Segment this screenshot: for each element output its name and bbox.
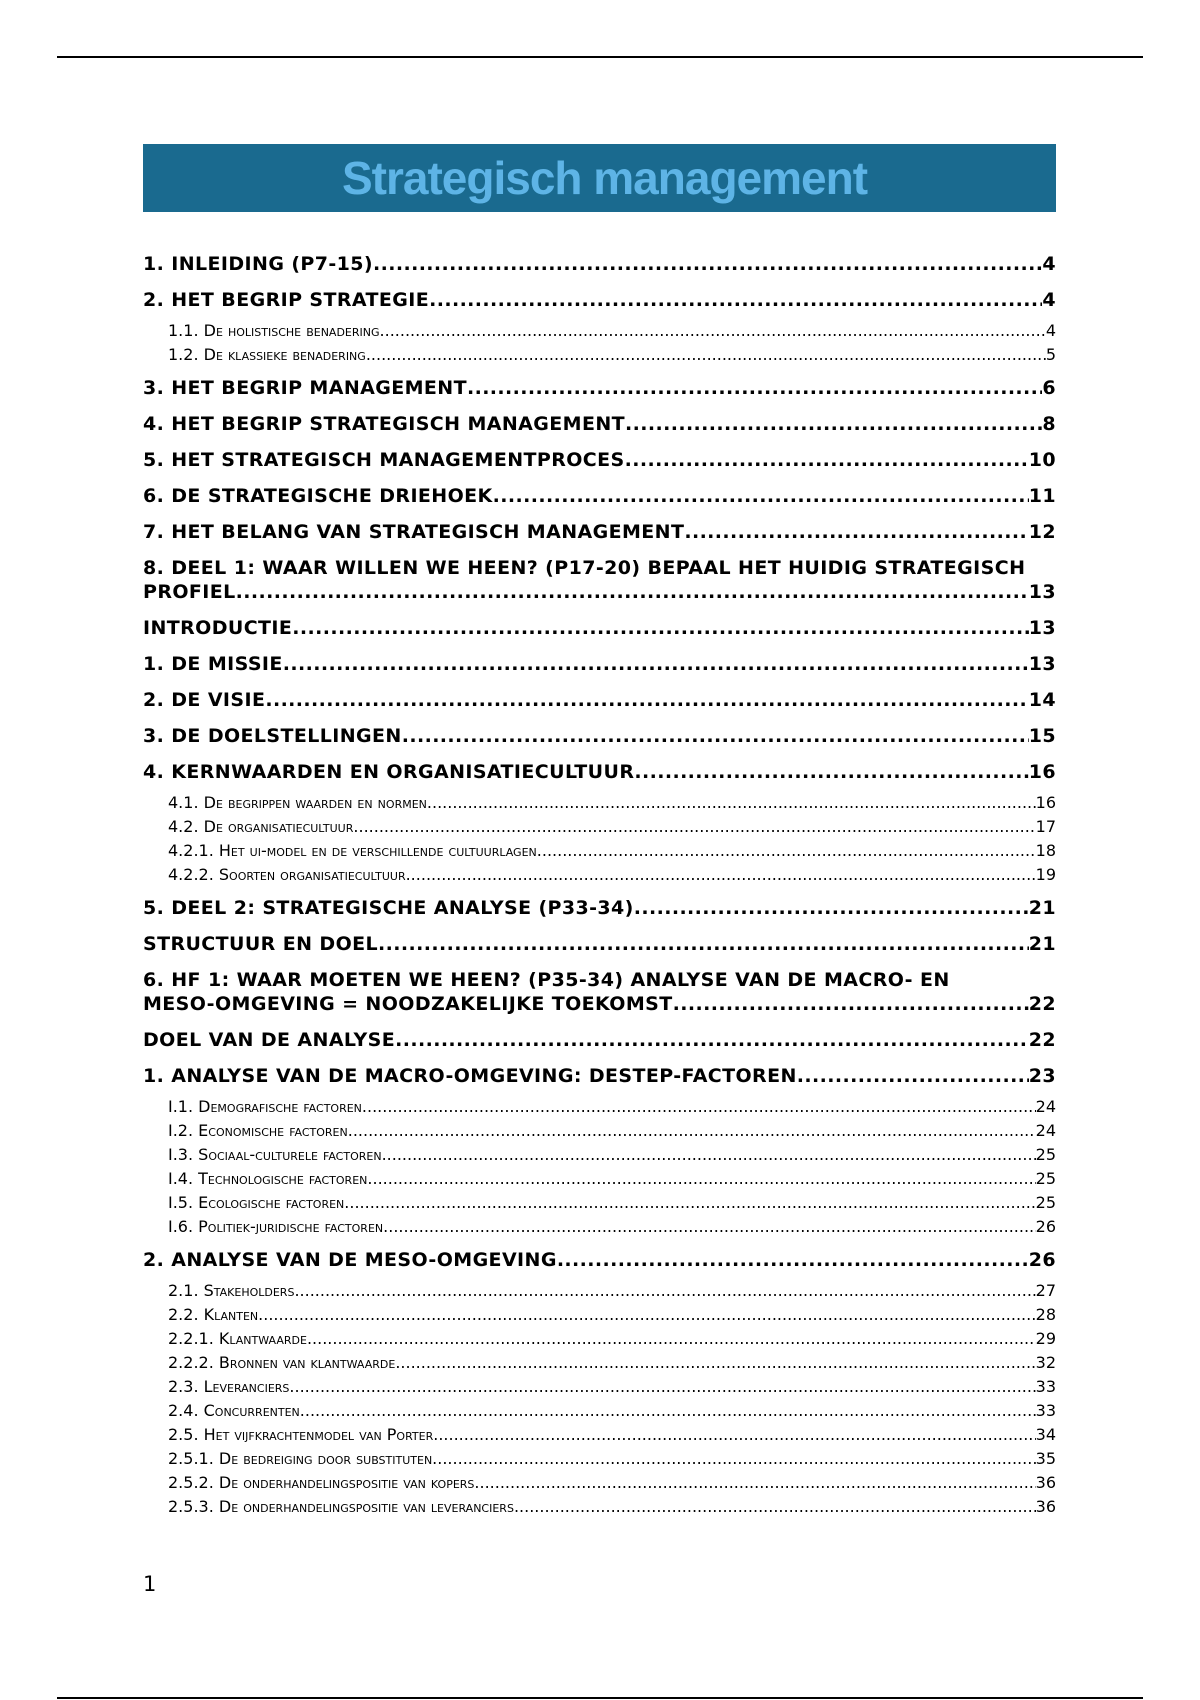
toc-entry[interactable] — [143, 448, 1056, 472]
toc-dot-leader — [402, 724, 1029, 748]
toc-page-number: 13 — [1028, 617, 1056, 639]
title-banner — [143, 144, 1056, 212]
toc-dot-leader — [380, 319, 1046, 343]
toc-entry-label: I.3. Sociaal-culturele factoren — [168, 1145, 382, 1164]
toc-entry[interactable] — [143, 760, 1056, 784]
toc-entry[interactable] — [143, 288, 1056, 312]
toc-page-number: 34 — [1035, 1425, 1056, 1444]
toc-entry-label: 7. HET BELANG VAN STRATEGISCH MANAGEMENT — [143, 521, 685, 543]
toc-page-number: 15 — [1028, 725, 1056, 747]
toc-entry-label: 5. DEEL 2: STRATEGISCHE ANALYSE (P33-34) — [143, 897, 634, 919]
toc-entry[interactable] — [143, 1248, 1056, 1272]
toc-subentry[interactable] — [143, 1495, 1056, 1519]
toc-entry-label: 4.1. De begrippen waarden en normen — [168, 793, 427, 812]
toc-entry[interactable] — [143, 968, 1056, 1016]
toc-page-number: 26 — [1035, 1217, 1056, 1236]
toc-entry-label: 4.2.1. Het ui-model en de verschillende cultuurlagen — [168, 841, 537, 860]
toc-dot-leader — [493, 484, 1029, 508]
toc-page-number: 14 — [1028, 689, 1056, 711]
toc-entry[interactable] — [143, 1064, 1056, 1088]
toc-dot-leader — [294, 1279, 1035, 1303]
toc-dot-leader — [362, 1095, 1036, 1119]
toc-page-number: 36 — [1035, 1473, 1056, 1492]
toc-entry[interactable] — [143, 724, 1056, 748]
toc-page-number: 25 — [1035, 1169, 1056, 1188]
toc-entry-label: 2.2. Klanten — [168, 1305, 259, 1324]
toc-entry-label: I.5. Ecologische factoren — [168, 1193, 345, 1212]
toc-dot-leader — [406, 863, 1036, 887]
toc-page-number: 6 — [1042, 377, 1056, 399]
toc-subentry[interactable] — [143, 1143, 1056, 1167]
toc-entry-line2 — [143, 992, 1056, 1016]
toc-dot-leader — [283, 652, 1029, 676]
toc-subentry[interactable] — [143, 1279, 1056, 1303]
toc-subentry[interactable] — [143, 1327, 1056, 1351]
toc-entry-label: DOEL VAN DE ANALYSE — [143, 1029, 396, 1051]
toc-entry-label-line1: 8. DEEL 1: WAAR WILLEN WE HEEN? (P17-20) BEPAAL HET HUIDIG STRATEGISCH — [143, 557, 1026, 579]
toc-subentry[interactable] — [143, 343, 1056, 367]
toc-subentry[interactable] — [143, 1303, 1056, 1327]
toc-page-number: 27 — [1035, 1281, 1056, 1300]
toc-entry-label: 5. HET STRATEGISCH MANAGEMENTPROCES — [143, 449, 625, 471]
toc-entry-label: 1. INLEIDING (P7-15) — [143, 253, 373, 275]
toc-page-number: 22 — [1028, 993, 1056, 1015]
toc-entry[interactable] — [143, 932, 1056, 956]
footer-rule — [57, 1697, 1143, 1699]
toc-page-number: 21 — [1028, 933, 1056, 955]
toc-page-number: 25 — [1035, 1145, 1056, 1164]
toc-dot-leader — [366, 343, 1046, 367]
toc-subentry[interactable] — [143, 791, 1056, 815]
toc-subentry[interactable] — [143, 1447, 1056, 1471]
toc-entry-line2 — [143, 580, 1056, 604]
toc-page-number: 4 — [1045, 321, 1056, 340]
toc-dot-leader — [537, 839, 1036, 863]
toc-dot-leader — [625, 448, 1029, 472]
toc-entry-label: I.1. Demografische factoren — [168, 1097, 362, 1116]
toc-entry-label: 1.2. De klassieke benadering — [168, 345, 366, 364]
toc-dot-leader — [307, 1327, 1036, 1351]
toc-entry[interactable] — [143, 616, 1056, 640]
toc-entry-label: MESO-OMGEVING = NOODZAKELIJKE TOEKOMST — [143, 993, 673, 1015]
document-title: Strategisch management — [341, 152, 868, 204]
toc-entry-label: 2.5.2. De onderhandelingspositie van kopers — [168, 1473, 475, 1492]
toc-entry[interactable] — [143, 252, 1056, 276]
toc-entry-label: 2.5.1. De bedreiging door substituten — [168, 1449, 433, 1468]
toc-page-number: 24 — [1035, 1121, 1056, 1140]
toc-subentry[interactable] — [143, 815, 1056, 839]
toc-entry-label: 2.2.1. Klantwaarde — [168, 1329, 307, 1348]
toc-subentry[interactable] — [143, 1167, 1056, 1191]
toc-page-number: 21 — [1028, 897, 1056, 919]
page-number: 1 — [143, 1572, 157, 1596]
toc-page-number: 13 — [1028, 581, 1056, 603]
toc-entry-label: 6. DE STRATEGISCHE DRIEHOEK — [143, 485, 493, 507]
toc-entry-label: I.2. Economische factoren — [168, 1121, 348, 1140]
toc-dot-leader — [557, 1248, 1029, 1272]
toc-entry-label: INTRODUCTIE — [143, 617, 293, 639]
table-of-contents — [143, 252, 1056, 1516]
toc-entry[interactable] — [143, 652, 1056, 676]
toc-dot-leader — [353, 815, 1035, 839]
toc-dot-leader — [395, 1351, 1035, 1375]
toc-dot-leader — [348, 1119, 1036, 1143]
toc-entry[interactable] — [143, 376, 1056, 400]
toc-page-number: 4 — [1042, 253, 1056, 275]
toc-entry[interactable] — [143, 896, 1056, 920]
toc-entry-label: 2.1. Stakeholders — [168, 1281, 295, 1300]
toc-page-number: 22 — [1028, 1029, 1056, 1051]
toc-dot-leader — [673, 992, 1029, 1016]
toc-entry[interactable] — [143, 688, 1056, 712]
toc-dot-leader — [395, 1028, 1029, 1052]
toc-subentry[interactable] — [143, 319, 1056, 343]
toc-page-number: 5 — [1045, 345, 1056, 364]
toc-dot-leader — [797, 1064, 1029, 1088]
toc-page-number: 8 — [1042, 413, 1056, 435]
toc-entry-label: 3. DE DOELSTELLINGEN — [143, 725, 402, 747]
toc-entry-label: 2.4. Concurrenten — [168, 1401, 300, 1420]
toc-dot-leader — [258, 1303, 1035, 1327]
toc-entry-label: 1. ANALYSE VAN DE MACRO-OMGEVING: DESTEP-FACTOREN — [143, 1065, 797, 1087]
toc-entry[interactable] — [143, 1028, 1056, 1052]
toc-entry[interactable] — [143, 520, 1056, 544]
toc-page-number: 11 — [1028, 485, 1056, 507]
toc-dot-leader — [383, 1215, 1036, 1239]
toc-page-number: 23 — [1028, 1065, 1056, 1087]
toc-dot-leader — [625, 412, 1042, 436]
toc-dot-leader — [373, 252, 1042, 276]
toc-page-number: 4 — [1042, 289, 1056, 311]
toc-entry-label: 2.3. Leveranciers — [168, 1377, 290, 1396]
toc-entry-label: I.4. Technologische factoren — [168, 1169, 368, 1188]
toc-entry[interactable] — [143, 556, 1056, 604]
toc-page-number: 13 — [1028, 653, 1056, 675]
toc-subentry[interactable] — [143, 1095, 1056, 1119]
toc-subentry[interactable] — [143, 1471, 1056, 1495]
toc-subentry[interactable] — [143, 1399, 1056, 1423]
toc-page-number: 19 — [1035, 865, 1056, 884]
toc-entry-label: 2. DE VISIE — [143, 689, 266, 711]
toc-entry-label: 1.1. De holistische benadering — [168, 321, 380, 340]
toc-page-number: 25 — [1035, 1193, 1056, 1212]
toc-subentry[interactable] — [143, 863, 1056, 887]
toc-page-number: 35 — [1035, 1449, 1056, 1468]
toc-entry-label-line1: 6. HF 1: WAAR MOETEN WE HEEN? (P35-34) ANALYSE VAN DE MACRO- EN — [143, 969, 950, 991]
toc-dot-leader — [429, 288, 1042, 312]
toc-dot-leader — [289, 1375, 1035, 1399]
toc-dot-leader — [684, 520, 1028, 544]
toc-subentry[interactable] — [143, 1351, 1056, 1375]
toc-page-number: 24 — [1035, 1097, 1056, 1116]
toc-entry-label: 2. ANALYSE VAN DE MESO-OMGEVING — [143, 1249, 557, 1271]
toc-entry-label: STRUCTUUR EN DOEL — [143, 933, 379, 955]
toc-dot-leader — [265, 688, 1028, 712]
toc-subentry[interactable] — [143, 839, 1056, 863]
toc-entry-label: PROFIEL — [143, 581, 236, 603]
toc-subentry[interactable] — [143, 1191, 1056, 1215]
toc-subentry[interactable] — [143, 1215, 1056, 1239]
toc-dot-leader — [300, 1399, 1036, 1423]
toc-dot-leader — [514, 1495, 1036, 1519]
toc-dot-leader — [467, 376, 1042, 400]
toc-page-number: 16 — [1035, 793, 1056, 812]
header-rule — [57, 56, 1143, 58]
toc-page-number: 12 — [1028, 521, 1056, 543]
toc-entry-label: 1. DE MISSIE — [143, 653, 283, 675]
toc-dot-leader — [367, 1167, 1035, 1191]
toc-subentry[interactable] — [143, 1119, 1056, 1143]
toc-dot-leader — [292, 616, 1028, 640]
toc-dot-leader — [433, 1423, 1035, 1447]
toc-page-number: 16 — [1028, 761, 1056, 783]
toc-dot-leader — [432, 1447, 1035, 1471]
toc-entry-label: 4.2. De organisatiecultuur — [168, 817, 354, 836]
toc-entry-label: 2.5.3. De onderhandelingspositie van leveranciers — [168, 1497, 514, 1516]
toc-entry-label: 3. HET BEGRIP MANAGEMENT — [143, 377, 467, 399]
toc-page-number: 33 — [1035, 1401, 1056, 1420]
toc-dot-leader — [378, 932, 1029, 956]
toc-entry-label: 4. HET BEGRIP STRATEGISCH MANAGEMENT — [143, 413, 625, 435]
toc-page-number: 28 — [1035, 1305, 1056, 1324]
toc-entry-label: I.6. Politiek-juridische factoren — [168, 1217, 384, 1236]
toc-page-number: 36 — [1035, 1497, 1056, 1516]
toc-page-number: 26 — [1028, 1249, 1056, 1271]
toc-subentry[interactable] — [143, 1423, 1056, 1447]
toc-dot-leader — [474, 1471, 1035, 1495]
toc-entry-label: 4.2.2. Soorten organisatiecultuur — [168, 865, 406, 884]
toc-subentry[interactable] — [143, 1375, 1056, 1399]
toc-page-number: 17 — [1035, 817, 1056, 836]
toc-entry-label: 2.2.2. Bronnen van klantwaarde — [168, 1353, 396, 1372]
toc-dot-leader — [382, 1143, 1036, 1167]
toc-dot-leader — [427, 791, 1036, 815]
toc-entry-label: 2. HET BEGRIP STRATEGIE — [143, 289, 430, 311]
toc-page-number: 32 — [1035, 1353, 1056, 1372]
toc-page-number: 33 — [1035, 1377, 1056, 1396]
toc-entry-label: 2.5. Het vijfkrachtenmodel van Porter — [168, 1425, 434, 1444]
toc-dot-leader — [634, 896, 1029, 920]
toc-dot-leader — [236, 580, 1029, 604]
toc-page-number: 10 — [1028, 449, 1056, 471]
toc-page-number: 29 — [1035, 1329, 1056, 1348]
toc-page-number: 18 — [1035, 841, 1056, 860]
toc-entry[interactable] — [143, 412, 1056, 436]
toc-entry-label: 4. KERNWAARDEN EN ORGANISATIECULTUUR — [143, 761, 635, 783]
toc-dot-leader — [634, 760, 1028, 784]
toc-dot-leader — [344, 1191, 1035, 1215]
toc-entry[interactable] — [143, 484, 1056, 508]
